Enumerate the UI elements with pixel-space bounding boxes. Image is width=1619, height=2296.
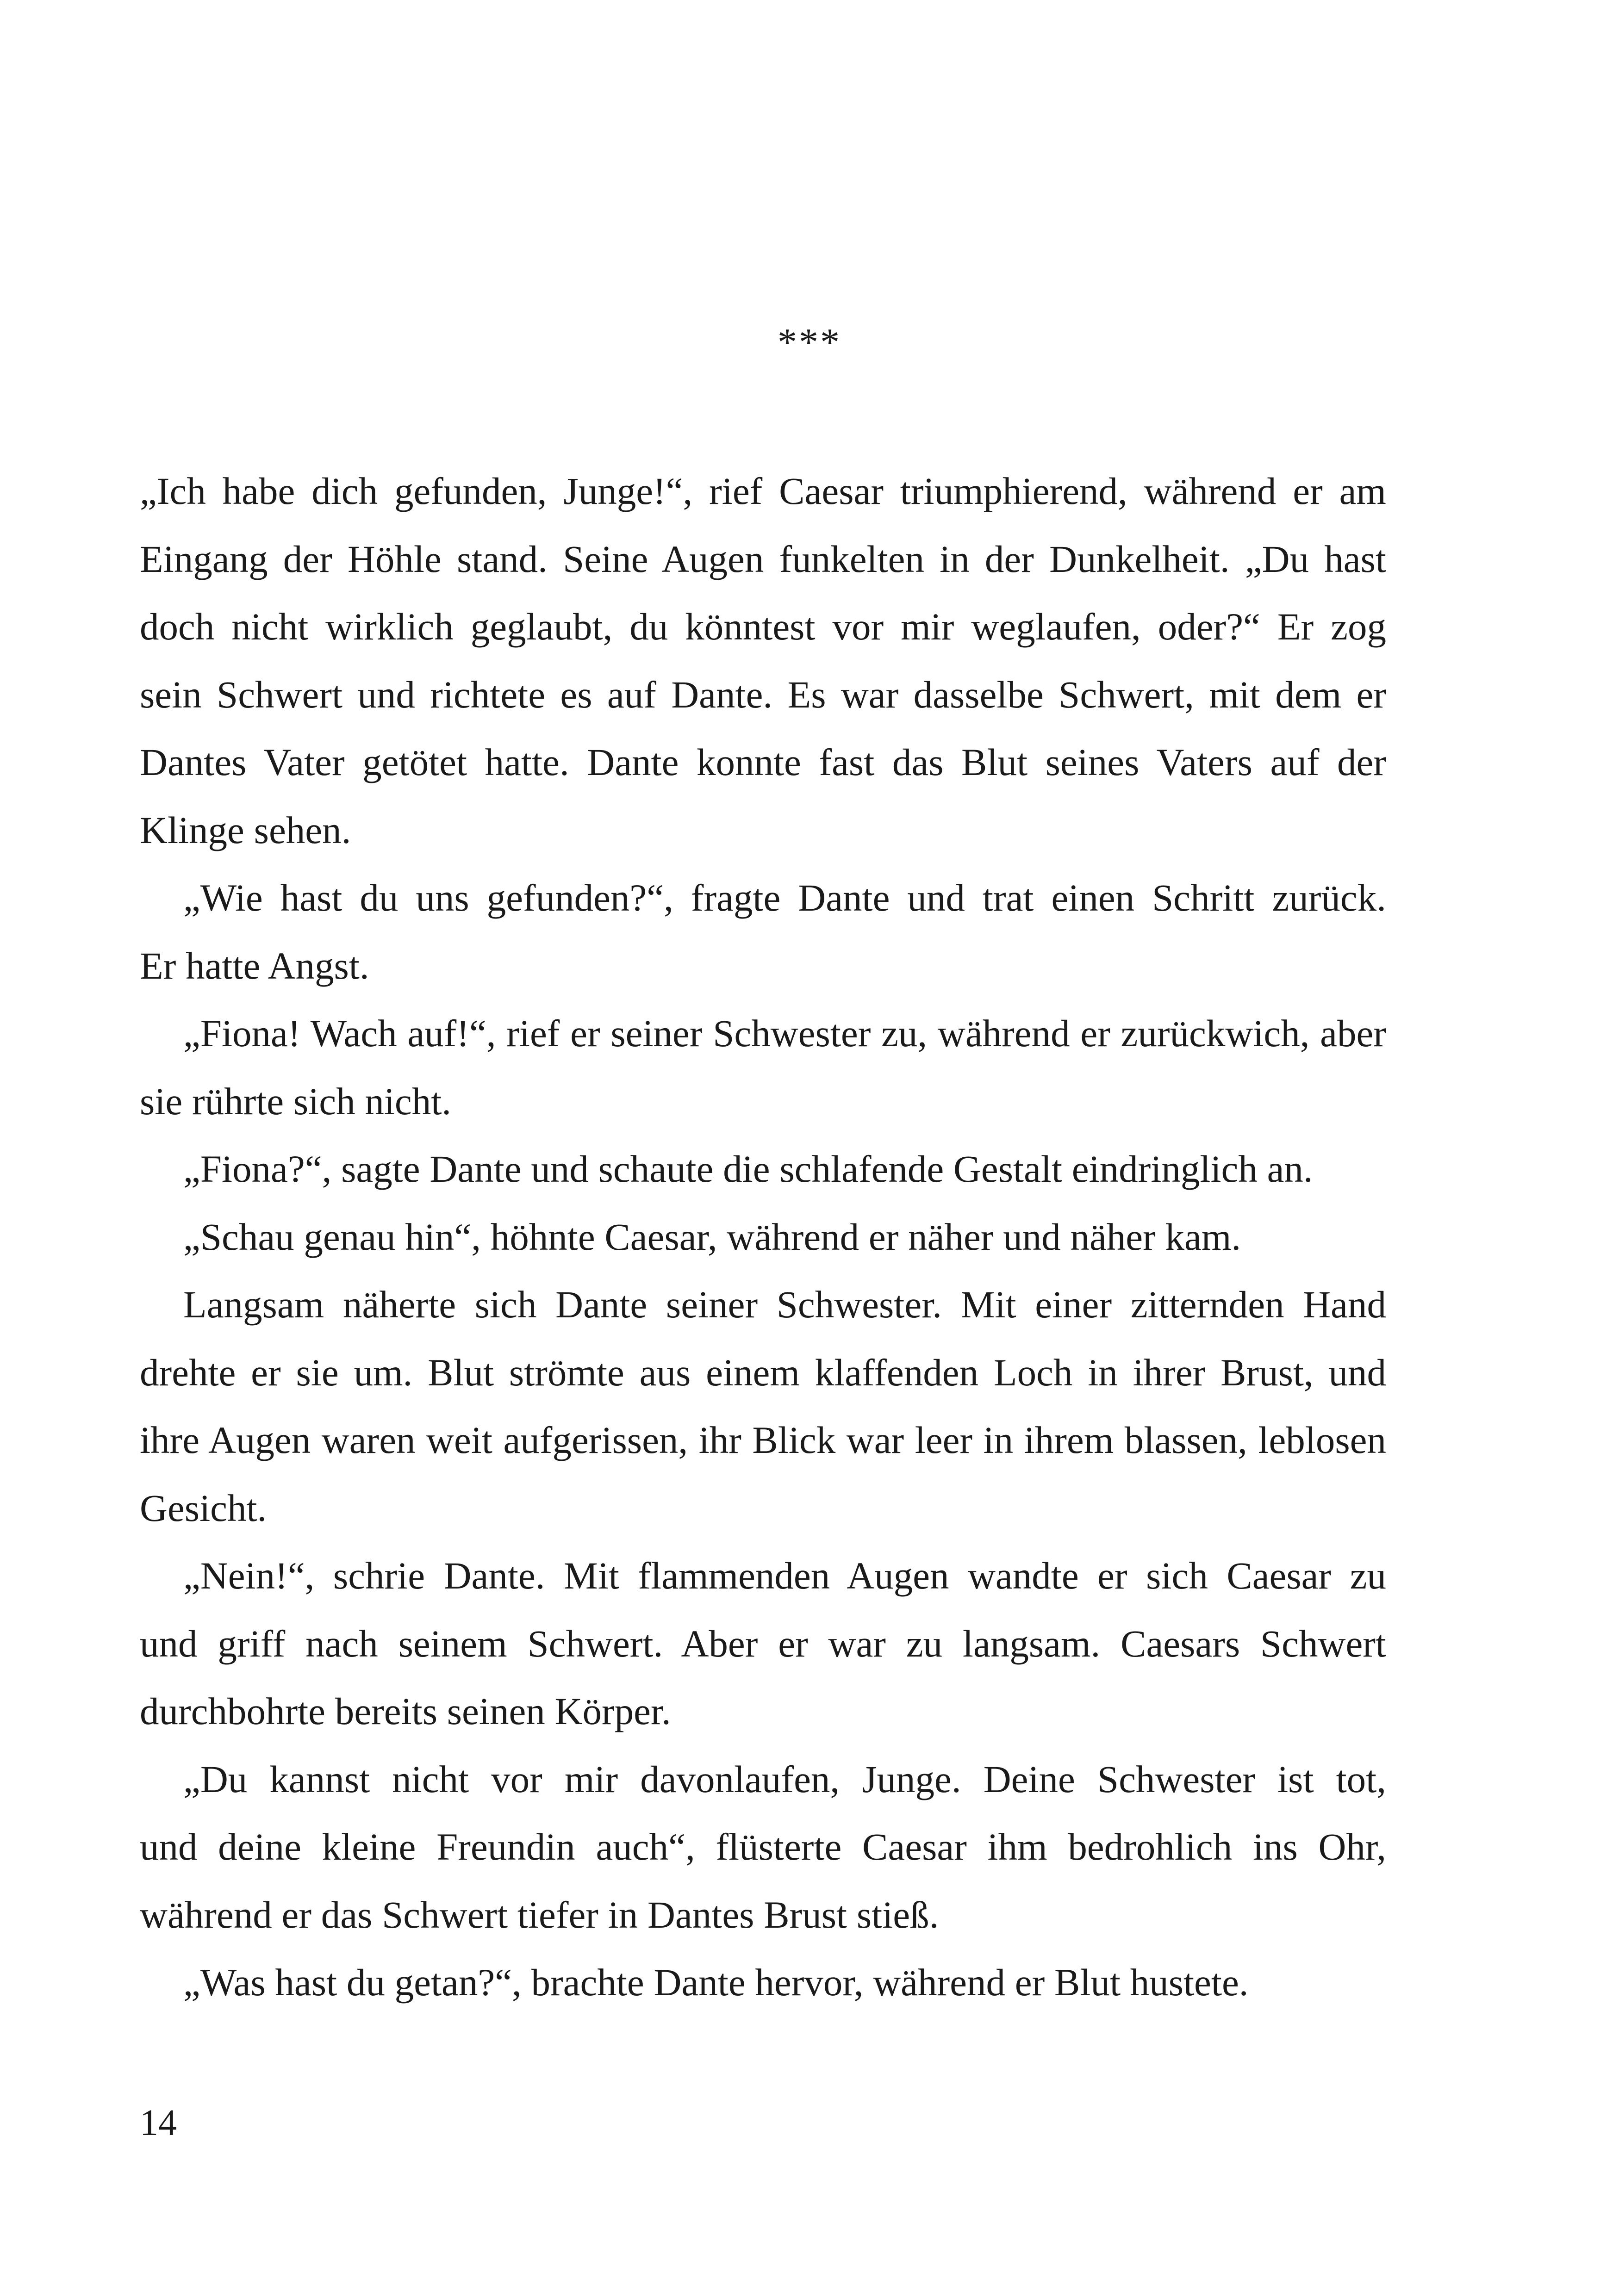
text-line: „Nein!“, schrie Dante. Mit flammenden Augen wandte er sich Caesar zu — [183, 1554, 1386, 1597]
text-line: während er das Schwert tiefer in Dantes Brust stieß. — [140, 1893, 939, 1936]
text-line: „Du kannst nicht vor mir davonlaufen, Junge. Deine Schwester ist tot, — [183, 1757, 1386, 1800]
text-line: und deine kleine Freundin auch“, flüsterte Caesar ihm bedrohlich ins Ohr, — [140, 1825, 1386, 1868]
text-line: „Fiona?“, sagte Dante und schaute die schlafende Gestalt eindringlich an. — [183, 1148, 1313, 1190]
text-line: „Schau genau hin“, höhnte Caesar, während er näher und näher kam. — [183, 1215, 1241, 1258]
paragraph — [140, 864, 1386, 999]
paragraph — [140, 1745, 1386, 1949]
text-line: Er hatte Angst. — [140, 944, 369, 987]
paragraph — [140, 999, 1386, 1135]
text-line: und griff nach seinem Schwert. Aber er war zu langsam. Caesars Schwert — [140, 1622, 1386, 1665]
body-text — [140, 457, 1386, 2017]
page-number: 14 — [140, 2103, 177, 2143]
text-line: doch nicht wirklich geglaubt, du könntest vor mir weglaufen, oder?“ Er zog — [140, 605, 1386, 648]
text-line: Gesicht. — [140, 1486, 267, 1529]
section-separator: *** — [778, 321, 841, 364]
text-line: sein Schwert und richtete es auf Dante. Es war dasselbe Schwert, mit dem er — [140, 673, 1386, 716]
paragraph — [140, 1271, 1386, 1542]
text-line: Eingang der Höhle stand. Seine Augen funkelten in der Dunkelheit. „Du hast — [140, 537, 1386, 580]
paragraph — [140, 1948, 1386, 2017]
text-line: „Ich habe dich gefunden, Junge!“, rief Caesar triumphierend, während er am — [140, 470, 1386, 512]
text-line: durchbohrte bereits seinen Körper. — [140, 1690, 671, 1732]
paragraph — [140, 1203, 1386, 1271]
text-line: ihre Augen waren weit aufgerissen, ihr Blick war leer in ihrem blassen, leblosen — [140, 1419, 1386, 1461]
text-line: Langsam näherte sich Dante seiner Schwester. Mit einer zitternden Hand — [183, 1283, 1386, 1326]
paragraph — [140, 457, 1386, 864]
text-line: „Was hast du getan?“, brachte Dante hervor, während er Blut hustete. — [183, 1961, 1249, 2004]
text-line: „Fiona! Wach auf!“, rief er seiner Schwester zu, während er zurückwich, aber — [183, 1012, 1386, 1055]
text-line: sie rührte sich nicht. — [140, 1080, 452, 1123]
text-line: „Wie hast du uns gefunden?“, fragte Dante und trat einen Schritt zurück. — [183, 876, 1386, 919]
text-line: drehte er sie um. Blut strömte aus einem klaffenden Loch in ihrer Brust, und — [140, 1351, 1386, 1394]
text-line: Dantes Vater getötet hatte. Dante konnte fast das Blut seines Vaters auf der — [140, 741, 1386, 783]
text-line: Klinge sehen. — [140, 808, 351, 851]
paragraph — [140, 1542, 1386, 1745]
paragraph — [140, 1135, 1386, 1203]
